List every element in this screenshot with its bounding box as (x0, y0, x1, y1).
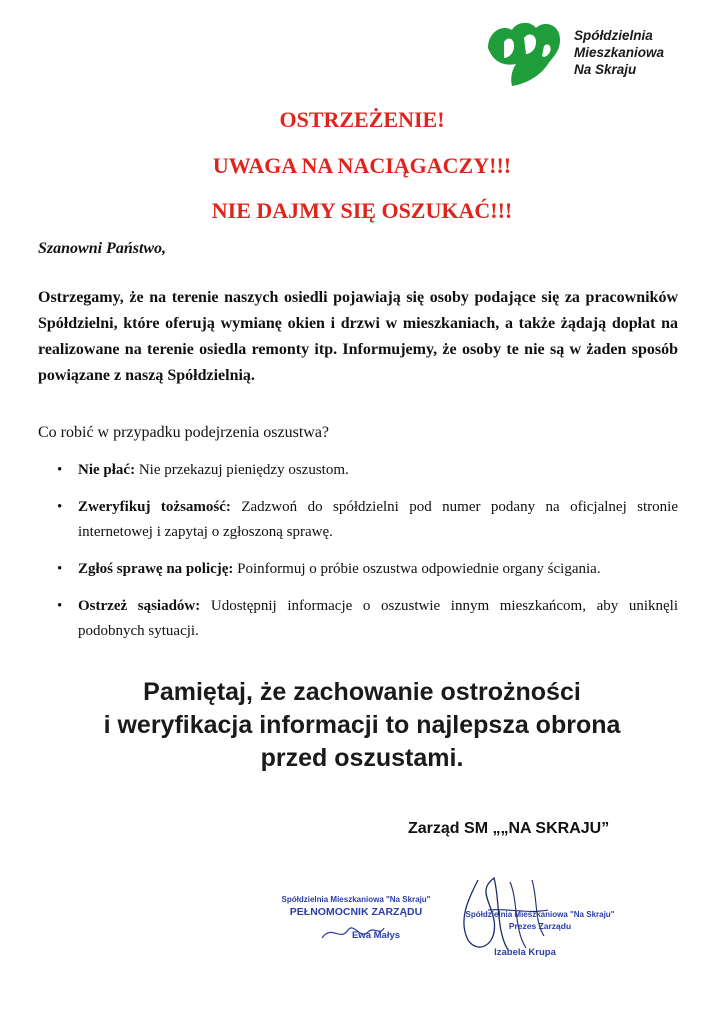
remember-line: i weryfikacja informacji to najlepsza obrona (103, 711, 621, 739)
item-title: Zweryfikuj tożsamość: (78, 499, 231, 515)
warning-heading: UWAGA NA NACIĄGACZY!!! (212, 153, 512, 178)
handwritten-signature (318, 918, 388, 946)
logo-line: Mieszkaniowa (574, 45, 665, 60)
bullet-icon: • (57, 561, 63, 577)
list-item (38, 458, 678, 483)
stamp-name: Izabela Krupa (494, 947, 556, 958)
list-item (38, 495, 678, 545)
item-text: Poinformuj o próbie oszustwa odpowiednie organy ścigania. (233, 561, 601, 577)
board-signature: Zarząd SM „„NA SKRAJU” (408, 820, 610, 837)
advice-list (38, 458, 678, 656)
warning-heading: NIE DAJMY SIĘ OSZUKAĆ!!! (211, 198, 513, 223)
logo-line: Spółdzielnia (574, 28, 653, 43)
item-text: Zadzwoń do spółdzielni pod numer podany na oficjalnej stronie internetowej i zapytaj o zgłoszoną sprawę. (78, 499, 678, 540)
warning-heading: OSTRZEŻENIE! (279, 107, 445, 132)
remember-message (20, 676, 704, 775)
stamp-org: Spółdzielnia Mieszkaniowa "Na Skraju" (281, 895, 431, 904)
greeting: Szanowni Państwo, (38, 240, 167, 257)
stamp-name: Ewa Małys (351, 930, 401, 941)
item-title: Nie płać: (78, 462, 136, 478)
item-text: Udostępnij informacje o oszustwie innym mieszkańcom, aby uniknęli podobnych sytuacji. (78, 598, 678, 639)
item-text: Nie przekazuj pieniędzy oszustom. (135, 462, 349, 478)
item-title: Ostrzeż sąsiadów: (78, 598, 201, 614)
logo-line: Na Skraju (574, 62, 637, 77)
question: Co robić w przypadku podejrzenia oszustwa? (38, 424, 330, 441)
stamp-org: Spółdzielnia Mieszkaniowa "Na Skraju" (465, 910, 615, 919)
cooperative-logo (482, 18, 564, 90)
remember-line: Pamiętaj, że zachowanie ostrożności (143, 678, 581, 706)
intro-paragraph: Ostrzegamy, że na terenie naszych osiedli pojawiają się osoby podające się za pracowników Spółdzielni, które oferują wymianę okien i drzwi w mieszkaniach, a także żądają dopłat na realizowane na terenie osiedla remonty itp. Informujemy, że osoby te nie są w żaden sposób powiązane z naszą Spółdzielnią. (38, 289, 678, 384)
remember-line: przed oszustami. (260, 744, 464, 772)
bullet-icon: • (57, 499, 63, 515)
list-item (38, 557, 678, 582)
item-title: Zgłoś sprawę na policję: (78, 561, 234, 577)
stamp-role: Prezes Zarządu (508, 921, 572, 931)
list-item (38, 594, 678, 644)
stamp-role: PEŁNOMOCNIK ZARZĄDU (289, 906, 423, 918)
logo-text (574, 27, 664, 78)
bullet-icon: • (57, 598, 63, 614)
bullet-icon: • (57, 462, 63, 478)
stamp-president (450, 910, 630, 958)
